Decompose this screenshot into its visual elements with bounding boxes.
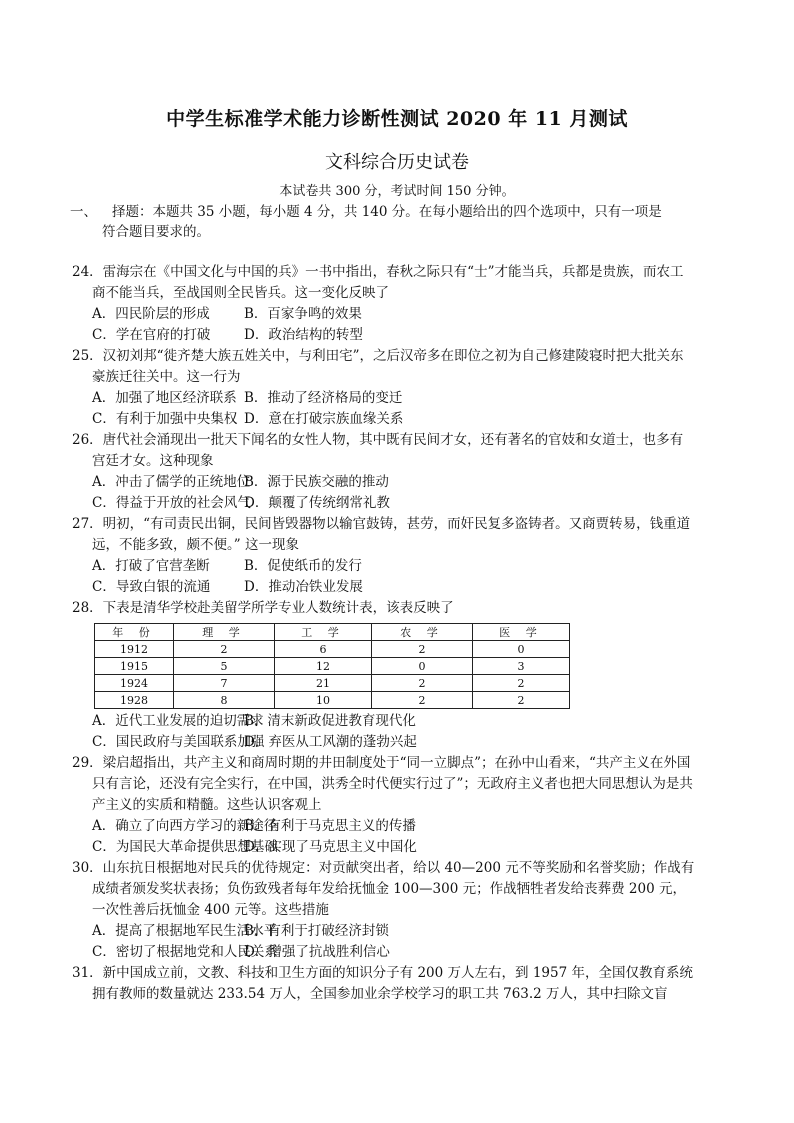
table-cell: 2	[174, 641, 275, 658]
answer-option[interactable]: C．密切了根据地党和人民关系	[92, 944, 278, 960]
option-row	[72, 556, 696, 577]
answer-option[interactable]: C．国民政府与美国联系加强	[92, 734, 265, 750]
question-block	[72, 858, 696, 963]
table-cell: 21	[275, 675, 372, 692]
table-cell: 1912	[95, 641, 174, 658]
table-row	[95, 675, 570, 692]
option-row	[72, 409, 696, 430]
question-stem: 31．新中国成立前，文教、科技和卫生方面的知识分子有 200 万人左右，到 1957 年，全国仅教育系统拥有教师的数量就达 233.54 万人，全国参加业余学校学习的职工共 763.2 万人，其中扫除文盲	[72, 965, 693, 1002]
table-cell: 3	[473, 658, 570, 675]
answer-option[interactable]: B．有利于打破经济封锁	[244, 923, 389, 939]
question-block	[72, 346, 696, 430]
section-instruction-cont: 符合题目要求的。	[102, 224, 210, 240]
data-table	[94, 623, 570, 709]
table-row	[95, 692, 570, 709]
answer-option[interactable]: C．得益于开放的社会风气	[92, 495, 251, 511]
answer-option[interactable]: B．促使纸币的发行	[244, 558, 362, 574]
table-cell: 2	[372, 675, 473, 692]
option-row	[72, 942, 696, 963]
table-header-cell: 工 学	[275, 624, 372, 641]
page-title: 中学生标准学术能力诊断性测试 2020 年 11 月测试	[166, 108, 628, 130]
answer-option[interactable]: C．有利于加强中央集权	[92, 411, 238, 427]
table-row	[95, 641, 570, 658]
table-header-cell: 理 学	[174, 624, 275, 641]
table-cell: 8	[174, 692, 275, 709]
answer-option[interactable]: B．源于民族交融的推动	[244, 474, 389, 490]
question-stem: 29．梁启超指出，共产主义和商周时期的井田制度处于“同一立脚点”；在孙中山看来，“共产主义在外国只有言论，还没有完全实行，在中国，洪秀全时代便实行过了”；无政府主义者也把大同思想认为是共产主义的实质和精髓。这些认识客观上	[72, 755, 693, 813]
option-row	[72, 732, 696, 753]
answer-option[interactable]: C．学在官府的打破	[92, 327, 211, 343]
question-stem: 28．下表是清华学校赴美留学所学专业人数统计表，该表反映了	[72, 600, 454, 616]
table-cell: 0	[372, 658, 473, 675]
question-stem: 24．雷海宗在《中国文化与中国的兵》一书中指出，春秋之际只有“士”才能当兵，兵都是贵族，而农工商不能当兵，至战国则全民皆兵。这一变化反映了	[72, 264, 684, 301]
answer-option[interactable]: B．推动了经济格局的变迁	[244, 390, 403, 406]
question-block	[72, 753, 696, 858]
question-block	[72, 514, 696, 598]
answer-option[interactable]: B．百家争鸣的效果	[244, 306, 362, 322]
option-row	[72, 921, 696, 942]
answer-option[interactable]: A．加强了地区经济联系	[92, 390, 237, 406]
answer-option[interactable]: B．有利于马克思主义的传播	[244, 818, 416, 834]
option-row	[72, 304, 696, 325]
answer-option[interactable]: A．四民阶层的形成	[92, 306, 210, 322]
answer-option[interactable]: C．为国民大革命提供思想基础	[92, 839, 278, 855]
question-block	[72, 963, 696, 1005]
option-row	[72, 711, 696, 732]
exam-note: 本试卷共 300 分，考试时间 150 分钟。	[279, 184, 515, 199]
section-number: 一、	[70, 204, 97, 220]
table-cell: 2	[372, 641, 473, 658]
answer-option[interactable]: D．增强了抗战胜利信心	[244, 944, 390, 960]
table-cell: 0	[473, 641, 570, 658]
answer-option[interactable]: D．推动冶铁业发展	[244, 579, 363, 595]
option-row	[72, 816, 696, 837]
question-stem: 30．山东抗日根据地对民兵的优待规定：对贡献突出者，给以 40—200 元不等奖励和名誉奖励；作战有成绩者颁发奖状表扬；负伤致残者每年发给抚恤金 100—300 元；作战牺牲者发给丧葬费 200 元，一次性善后抚恤金 400 元等。这些措施	[72, 860, 695, 918]
answer-option[interactable]: A．近代工业发展的迫切需求	[92, 713, 264, 729]
table-cell: 1924	[95, 675, 174, 692]
answer-option[interactable]: D．实现了马克思主义中国化	[244, 839, 417, 855]
table-cell: 12	[275, 658, 372, 675]
table-cell: 7	[174, 675, 275, 692]
table-cell: 2	[372, 692, 473, 709]
table-cell: 1915	[95, 658, 174, 675]
table-cell: 10	[275, 692, 372, 709]
option-row	[72, 388, 696, 409]
question-stem: 26．唐代社会涌现出一批天下闻名的女性人物，其中既有民间才女，还有著名的官妓和女道士，也多有宫廷才女。这种现象	[72, 432, 684, 469]
table-cell: 6	[275, 641, 372, 658]
table-header-cell: 医 学	[473, 624, 570, 641]
answer-option[interactable]: D．意在打破宗族血缘关系	[244, 411, 404, 427]
answer-option[interactable]: B．清末新政促进教育现代化	[244, 713, 416, 729]
question-block	[72, 598, 696, 753]
option-row	[72, 493, 696, 514]
option-row	[72, 325, 696, 346]
question-stem: 27．明初，“有司责民出铜，民间皆毁器物以输官鼓铸，甚劳，而奸民复多盗铸者。又商贾转易，钱重道远，不能多致，颇不便。” 这一现象	[72, 516, 691, 553]
section-heading	[70, 202, 690, 242]
table-cell: 5	[174, 658, 275, 675]
option-row	[72, 837, 696, 858]
question-block	[72, 430, 696, 514]
answer-option[interactable]: A．冲击了儒学的正统地位	[92, 474, 251, 490]
question-block	[72, 262, 696, 346]
table-cell: 2	[473, 675, 570, 692]
table-header-cell: 农 学	[372, 624, 473, 641]
table-cell: 2	[473, 692, 570, 709]
table-header-cell: 年 份	[95, 624, 174, 641]
option-row	[72, 577, 696, 598]
question-stem: 25．汉初刘邦“徙齐楚大族五姓关中，与利田宅”，之后汉帝多在即位之初为自己修建陵寝时把大批关东豪族迁往关中。这一行为	[72, 348, 684, 385]
table-header-row	[95, 624, 570, 641]
answer-option[interactable]: C．导致白银的流通	[92, 579, 211, 595]
option-row	[72, 472, 696, 493]
question-list	[72, 262, 696, 1005]
answer-option[interactable]: A．确立了向西方学习的新途径	[92, 818, 278, 834]
table-cell: 1928	[95, 692, 174, 709]
answer-option[interactable]: D．弃医从工风潮的蓬勃兴起	[244, 734, 417, 750]
answer-option[interactable]: D．政治结构的转型	[244, 327, 363, 343]
table-row	[95, 658, 570, 675]
answer-option[interactable]: A．打破了官营垄断	[92, 558, 210, 574]
section-instruction: 择题：本题共 35 小题，每小题 4 分，共 140 分。在每小题给出的四个选项中，只有一项是	[112, 204, 662, 220]
answer-option[interactable]: A．提高了根据地军民生活水平	[92, 923, 278, 939]
answer-option[interactable]: D．颠覆了传统纲常礼教	[244, 495, 390, 511]
page-subtitle: 文科综合历史试卷	[325, 152, 469, 173]
